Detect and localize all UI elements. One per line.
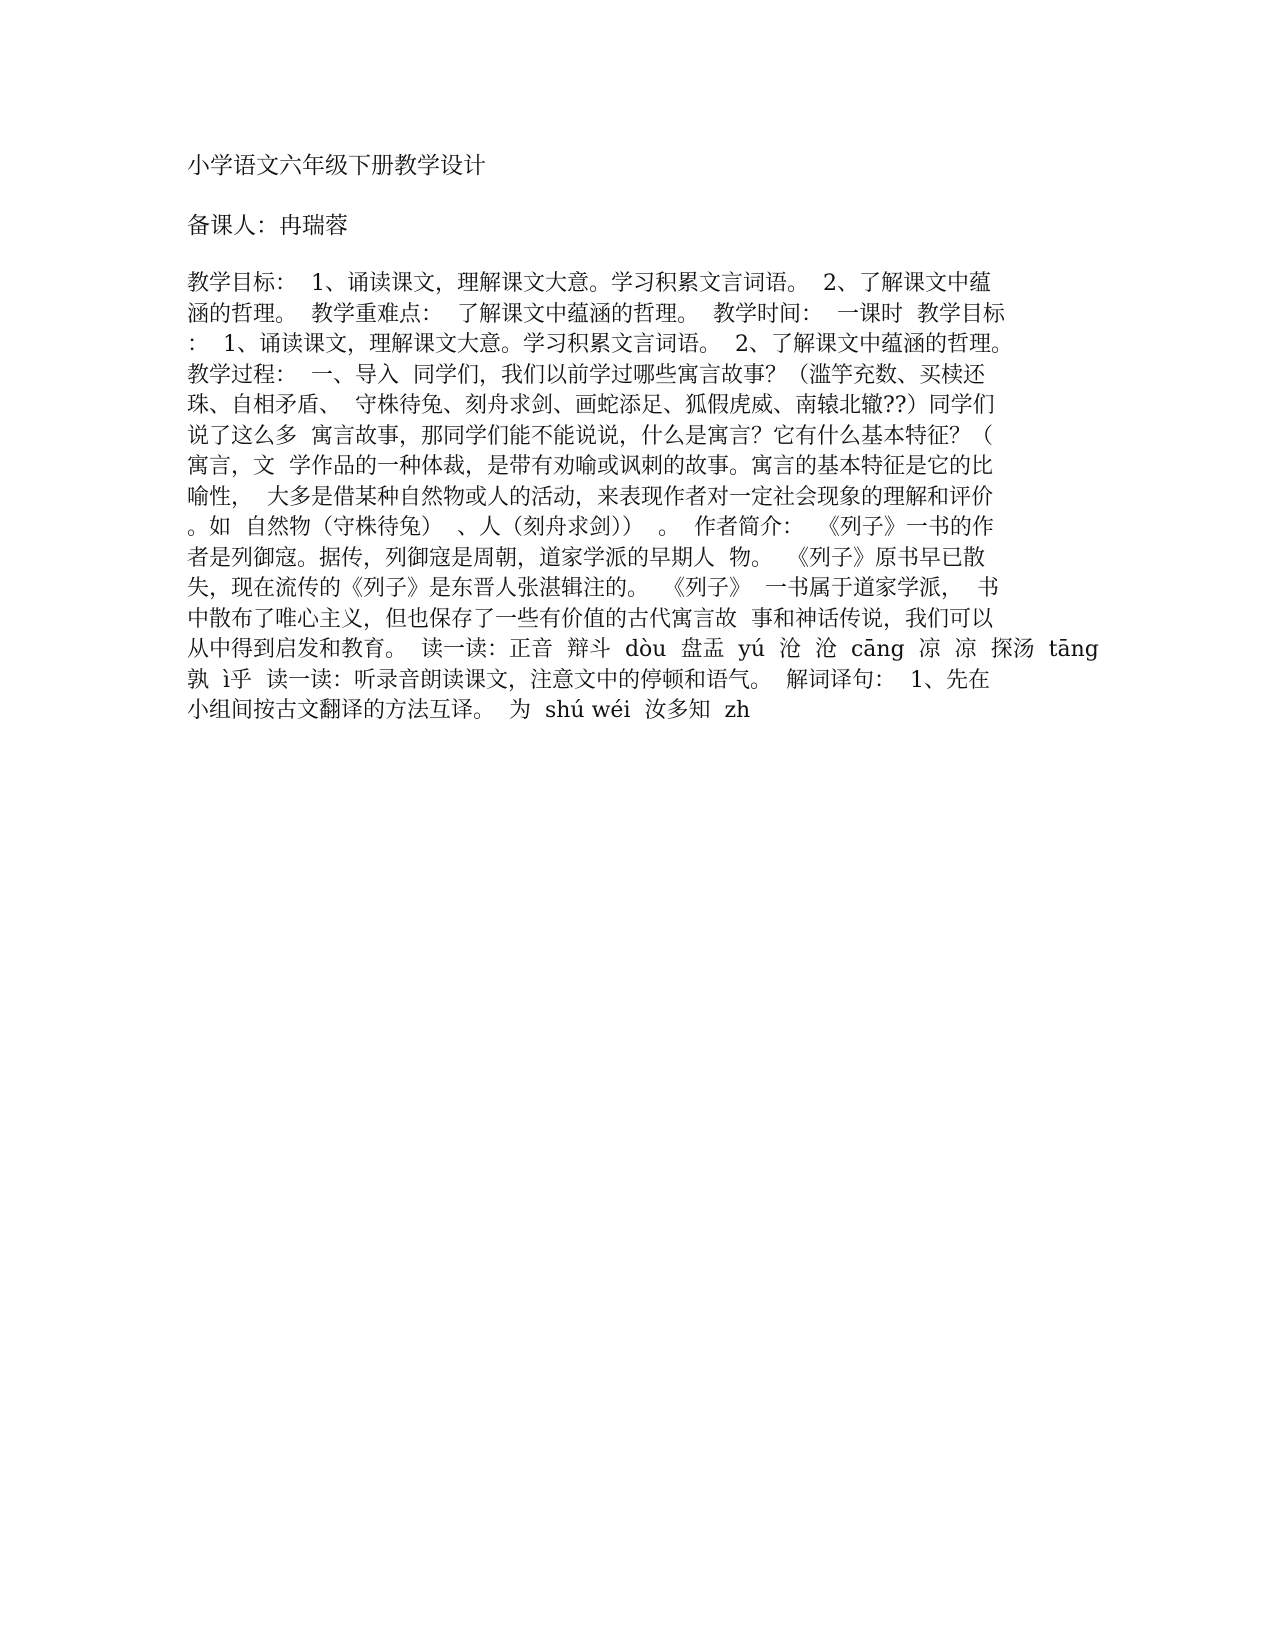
body-line: 珠、自相矛盾、 守株待兔、刻舟求剑、画蛇添足、狐假虎威、南辕北辙??）同学们 [187,393,995,418]
body-line: 者是列御寇。据传，列御寇是周朝，道家学派的早期人 物。 《列子》原书早已散 [187,545,985,571]
body-line: 失，现在流传的《列子》是东晋人张湛辑注的。 《列子》 一书属于道家学派， 书 [187,576,999,601]
body-line: 教学过程： 一、导入 同学们，我们以前学过哪些寓言故事？（滥竽充数、买椟还 [187,362,985,388]
preparer-line: 备课人：冉瑞蓉 [187,213,348,239]
body-line: 教学目标： 1、诵读课文，理解课文大意。学习积累文言词语。 2、了解课文中蕴 [187,271,991,296]
body-line: 。如 自然物（守株待兔） 、人（刻舟求剑）） 。 作者简介： 《列子》一书的作 [187,515,994,540]
body-line: 喻性， 大多是借某种自然物或人的活动，来表现作者对一定社会现象的理解和评价 [187,484,993,510]
lesson-body [187,269,1147,727]
body-line: 小组间按古文翻译的方法互译。 为 shú wéi 汝多知 zh [187,698,751,723]
body-line: 涵的哲理。 教学重难点： 了解课文中蕴涵的哲理。 教学时间： 一课时 教学目标 [187,301,1005,327]
body-line: ： 1、诵读课文，理解课文大意。学习积累文言词语。 2、了解课文中蕴涵的哲理。 [187,332,1013,357]
body-line: 说了这么多 寓言故事，那同学们能不能说说，什么是寓言？它有什么基本特征？（ [187,423,993,449]
body-line: 孰 ì乎 读一读：听录音朗读课文，注意文中的停顿和语气。 解词译句： 1、先在 [187,667,990,693]
body-line: 寓言，文 学作品的一种体裁，是带有劝喻或讽刺的故事。寓言的基本特征是它的比 [187,454,993,479]
document-title: 小学语文六年级下册教学设计 [187,153,486,179]
body-line: 中散布了唯心主义，但也保存了一些有价值的古代寓言故 事和神话传说，我们可以 [187,606,993,632]
body-line: 从中得到启发和教育。 读一读：正音 辩斗 dòu 盘盂 yú 沧 沧 cāng 凉 凉 探汤 tāng [187,637,1099,662]
